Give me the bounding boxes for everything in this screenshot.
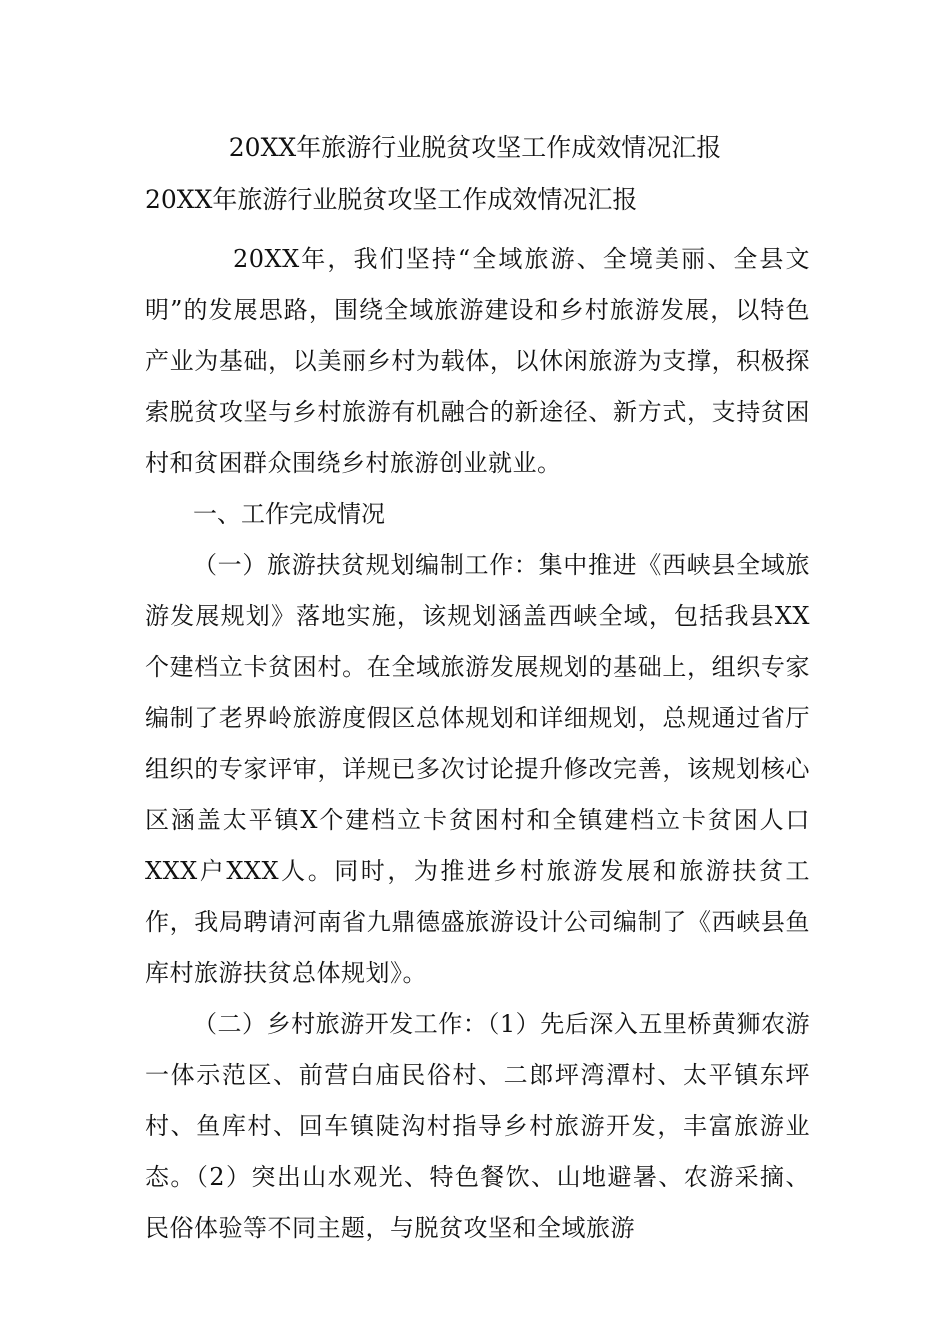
paragraph-rural-tourism: （二）乡村旅游开发工作：（1）先后深入五里桥黄狮农游一体示范区、前营白庙民俗村、二郎坪湾潭村、太平镇东坪村、鱼库村、回车镇陡沟村指导乡村旅游开发，丰富旅游业态。（2）突出山水观光、特色餐饮、山地避暑、农游采摘、民俗体验等不同主题，与脱贫攻坚和全域旅游 [145,1010,810,1242]
document-subtitle: 20XX年旅游行业脱贫攻坚工作成效情况汇报 [145,185,638,214]
document-title: 20XX年旅游行业脱贫攻坚工作成效情况汇报 [228,133,722,162]
document-body [145,234,810,1254]
intro-paragraph: 20XX年，我们坚持“全域旅游、全境美丽、全县文明”的发展思路，围绕全域旅游建设和乡村旅游发展，以特色产业为基础，以美丽乡村为载体，以休闲旅游为支撑，积极探索脱贫攻坚与乡村旅游有机融合的新途径、新方式，支持贫困村和贫困群众围绕乡村旅游创业就业。 [145,245,810,477]
paragraph-planning: （一）旅游扶贫规划编制工作：集中推进《西峡县全域旅游发展规划》落地实施，该规划涵盖西峡全域，包括我县XX个建档立卡贫困村。在全域旅游发展规划的基础上，组织专家编制了老界岭旅游度假区总体规划和详细规划，总规通过省厅组织的专家评审，详规已多次讨论提升修改完善，该规划核心区涵盖太平镇X个建档立卡贫困村和全镇建档立卡贫困人口XXX户XXX人。同时，为推进乡村旅游发展和旅游扶贫工作，我局聘请河南省九鼎德盛旅游设计公司编制了《西峡县鱼库村旅游扶贫总体规划》。 [145,551,810,987]
section-heading-work-completion: 一、工作完成情况 [193,500,385,528]
